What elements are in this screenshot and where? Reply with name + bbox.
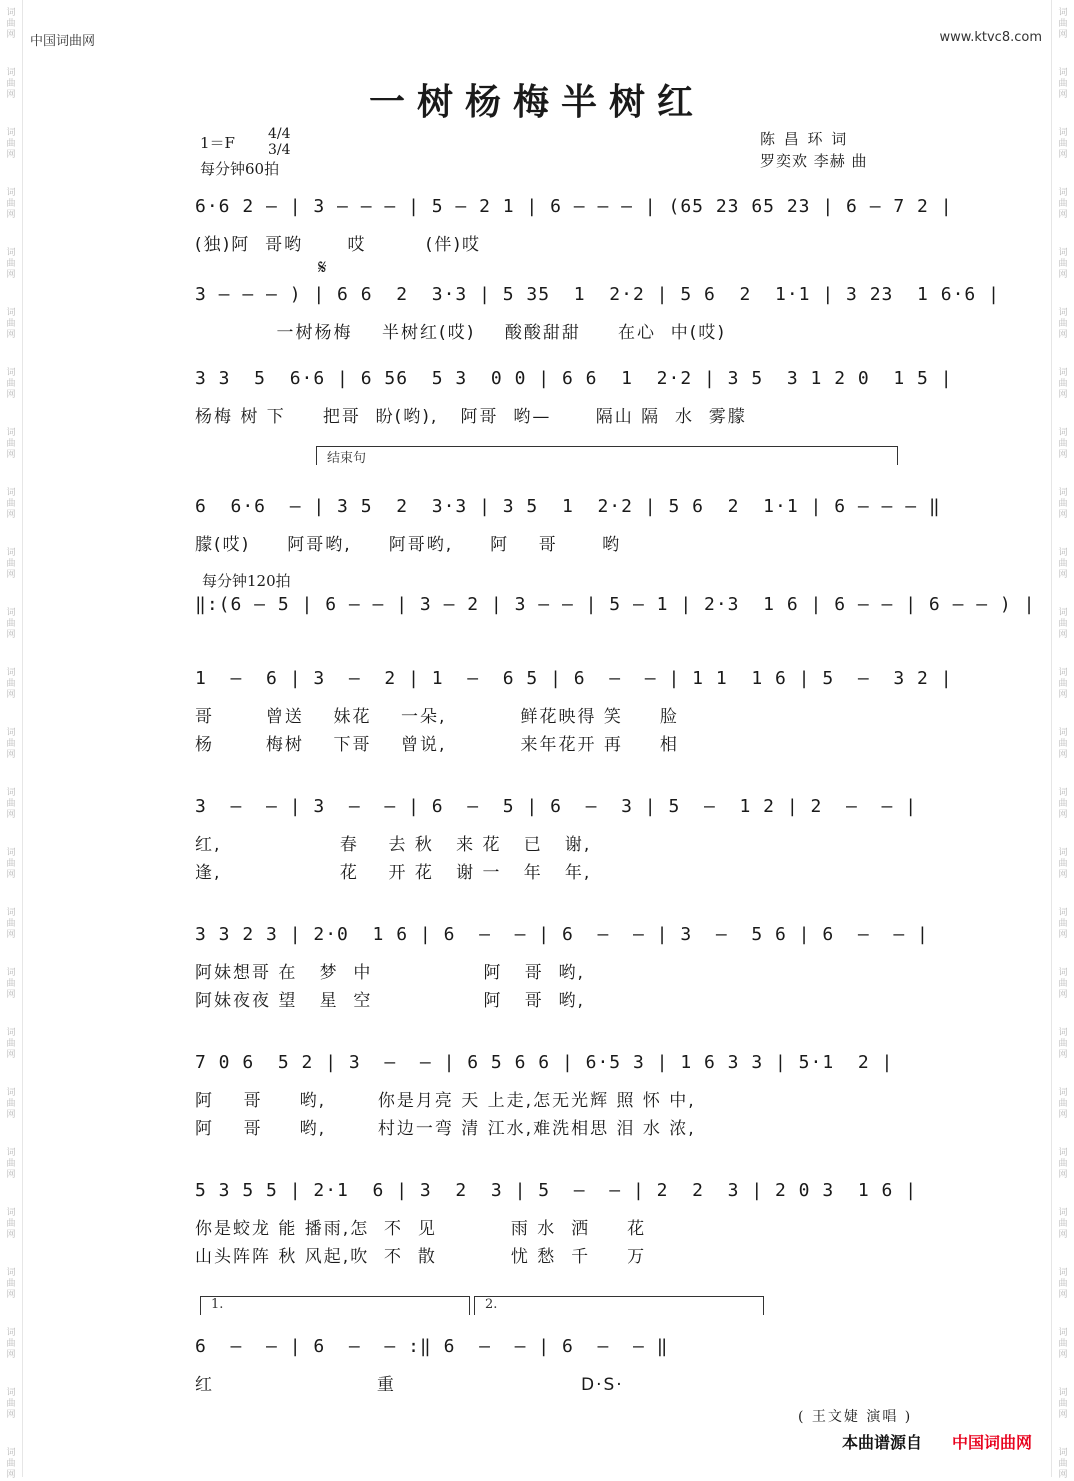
watermark-text: 词 曲 网 [1058, 608, 1068, 640]
watermark-text: 词 曲 网 [6, 1028, 16, 1060]
volta-2-bracket [474, 1296, 764, 1315]
lyric-line: 逢, 花 开 花 谢 一 年 年, [195, 863, 592, 883]
lyric-line: 山头阵阵 秋 风起,吹 不 散 忧 愁 千 万 [195, 1247, 647, 1267]
lyric-line: 一树杨梅 半树红(哎) 酸酸甜甜 在心 中(哎) [195, 323, 727, 343]
watermark-text: 词 曲 网 [1058, 1148, 1068, 1180]
lyric-line: 红, 春 去 秋 来 花 已 谢, [195, 835, 592, 855]
watermark-text: 词 曲 网 [1058, 848, 1068, 880]
watermark-text: 词 曲 网 [6, 68, 16, 100]
watermark-text: 词 曲 网 [1058, 1028, 1068, 1060]
watermark-text: 词 曲 网 [6, 1268, 16, 1300]
notation-line: 3 3 5 6·6 | 6 56 5 3 0 0 | 6 6 1 2·2 | 3 5 3 1 2 0 1 5 | [195, 368, 953, 389]
lyric-line: 你是蛟龙 能 播雨,怎 不 见 雨 水 洒 花 [195, 1219, 647, 1239]
lyric-line: 阿 哥 哟, 村边一弯 清 江水,难洗相思 泪 水 浓, [195, 1119, 696, 1139]
watermark-text: 词 曲 网 [6, 548, 16, 580]
watermark-text: 词 曲 网 [6, 968, 16, 1000]
watermark-text: 词 曲 网 [6, 728, 16, 760]
watermark-text: 词 曲 网 [6, 488, 16, 520]
watermark-text: 词 曲 网 [6, 1388, 16, 1420]
lyric-line: 杨 梅树 下哥 曾说, 来年花开 再 相 [195, 735, 679, 755]
volta-2-label: 2. [485, 1297, 498, 1312]
left-watermark-strip [0, 0, 23, 1480]
lyric-line: 阿妹想哥 在 梦 中 阿 哥 哟, [195, 963, 585, 983]
notation-line: 6 — — | 6 — — :‖ 6 — — | 6 — — ‖ [195, 1336, 669, 1357]
segno-sign: 𝄋 [318, 255, 327, 279]
watermark-text: 词 曲 网 [1058, 728, 1068, 760]
lyric-line: 阿妹夜夜 望 星 空 阿 哥 哟, [195, 991, 585, 1011]
watermark-text: 词 曲 网 [1058, 788, 1068, 820]
tempo-marking: 每分钟60拍 [200, 160, 280, 178]
lyric-line: (独)阿 哥哟 哎 (伴)哎 [195, 235, 481, 255]
composer-credit: 罗奕欢 李赫 曲 [760, 152, 868, 170]
watermark-text: 词 曲 网 [6, 848, 16, 880]
right-watermark-strip [1051, 0, 1074, 1480]
notation-line: 7 0 6 5 2 | 3 — — | 6 5 6 6 | 6·5 3 | 1 6 3 3 | 5·1 2 | [195, 1052, 894, 1073]
watermark-text: 词 曲 网 [1058, 128, 1068, 160]
notation-line: 5 3 5 5 | 2·1 6 | 3 2 3 | 5 — — | 2 2 3 | 2 0 3 1 6 | [195, 1180, 918, 1201]
notation-line: 6 6·6 — | 3 5 2 3·3 | 3 5 1 2·2 | 5 6 2 1·1 | 6 — — — ‖ [195, 496, 941, 517]
watermark-text: 词 曲 网 [1058, 1268, 1068, 1300]
key-signature: 1＝F [200, 134, 235, 152]
notation-line: 3 — — — ) | 6 6 2 3·3 | 5 35 1 2·2 | 5 6 2 1·1 | 3 23 1 6·6 | [195, 284, 1000, 305]
watermark-text: 词 曲 网 [1058, 968, 1068, 1000]
watermark-text: 词 曲 网 [1058, 668, 1068, 700]
watermark-text: 词 曲 网 [6, 308, 16, 340]
watermark-text: 词 曲 网 [1058, 1328, 1068, 1360]
footer-site-link[interactable]: 中国词曲网 [952, 1433, 1033, 1452]
volta-1-bracket [200, 1296, 470, 1315]
watermark-text: 词 曲 网 [6, 788, 16, 820]
lyricist-credit: 陈 昌 环 词 [760, 130, 849, 148]
tempo-marking-2: 每分钟120拍 [202, 572, 291, 590]
lyric-line: 红 重 D·S· [195, 1375, 624, 1395]
lyric-line: 杨梅 树 下 把哥 盼(哟), 阿哥 哟— 隔山 隔 水 雾朦 [195, 407, 747, 427]
watermark-text: 词 曲 网 [6, 1208, 16, 1240]
watermark-text: 词 曲 网 [1058, 248, 1068, 280]
volta-1-label: 1. [211, 1297, 224, 1312]
watermark-text: 词 曲 网 [1058, 1208, 1068, 1240]
lyric-line: 阿 哥 哟, 你是月亮 天 上走,怎无光辉 照 怀 中, [195, 1091, 696, 1111]
watermark-text: 词 曲 网 [6, 128, 16, 160]
ending-phrase-label: 结束句 [327, 451, 367, 466]
song-title: 一树杨梅半树红 [368, 82, 705, 123]
watermark-text: 词 曲 网 [6, 8, 16, 40]
watermark-text: 词 曲 网 [1058, 908, 1068, 940]
watermark-text: 词 曲 网 [1058, 8, 1068, 40]
notation-line: ‖:(6 — 5 | 6 — — | 3 — 2 | 3 — — | 5 — 1 | 2·3 1 6 | 6 — — | 6 — — ) | [195, 594, 1036, 615]
watermark-text: 词 曲 网 [6, 1448, 16, 1480]
watermark-text: 词 曲 网 [6, 908, 16, 940]
watermark-text: 词 曲 网 [1058, 548, 1068, 580]
time-signature: 4/4 3/4 [268, 126, 291, 158]
watermark-text: 词 曲 网 [6, 1328, 16, 1360]
watermark-text: 词 曲 网 [6, 1148, 16, 1180]
watermark-text: 词 曲 网 [1058, 488, 1068, 520]
header-site-url[interactable]: www.ktvc8.com [939, 30, 1042, 45]
watermark-text: 词 曲 网 [6, 668, 16, 700]
watermark-text: 词 曲 网 [6, 368, 16, 400]
watermark-text: 词 曲 网 [6, 608, 16, 640]
watermark-text: 词 曲 网 [1058, 1448, 1068, 1480]
watermark-text: 词 曲 网 [1058, 428, 1068, 460]
notation-line: 1 — 6 | 3 — 2 | 1 — 6 5 | 6 — — | 1 1 1 6 | 5 — 3 2 | [195, 668, 953, 689]
notation-line: 3 3 2 3 | 2·0 1 6 | 6 — — | 6 — — | 3 — 5 6 | 6 — — | [195, 924, 929, 945]
watermark-text: 词 曲 网 [6, 1088, 16, 1120]
watermark-text: 词 曲 网 [1058, 308, 1068, 340]
watermark-text: 词 曲 网 [1058, 188, 1068, 220]
notation-line: 3 — — | 3 — — | 6 — 5 | 6 — 3 | 5 — 1 2 | 2 — — | [195, 796, 918, 817]
notation-line: 6·6 2 — | 3 — — — | 5 — 2 1 | 6 — — — | (65 23 65 23 | 6 — 7 2 | [195, 196, 953, 217]
watermark-text: 词 曲 网 [6, 188, 16, 220]
header-site-name: 中国词曲网 [30, 34, 96, 49]
performer-credit: ( 王文婕 演唱 ) [798, 1409, 913, 1425]
lyric-line: 哥 曾送 妹花 一朵, 鲜花映得 笑 脸 [195, 707, 679, 727]
footer-source-text: 本曲谱源自 [842, 1433, 923, 1452]
watermark-text: 词 曲 网 [6, 248, 16, 280]
watermark-text: 词 曲 网 [1058, 68, 1068, 100]
watermark-text: 词 曲 网 [1058, 1088, 1068, 1120]
watermark-text: 词 曲 网 [1058, 368, 1068, 400]
ending-phrase-box [316, 446, 898, 465]
lyric-line: 朦(哎) 阿哥哟, 阿哥哟, 阿 哥 哟 [195, 535, 622, 555]
watermark-text: 词 曲 网 [6, 428, 16, 460]
watermark-text: 词 曲 网 [1058, 1388, 1068, 1420]
